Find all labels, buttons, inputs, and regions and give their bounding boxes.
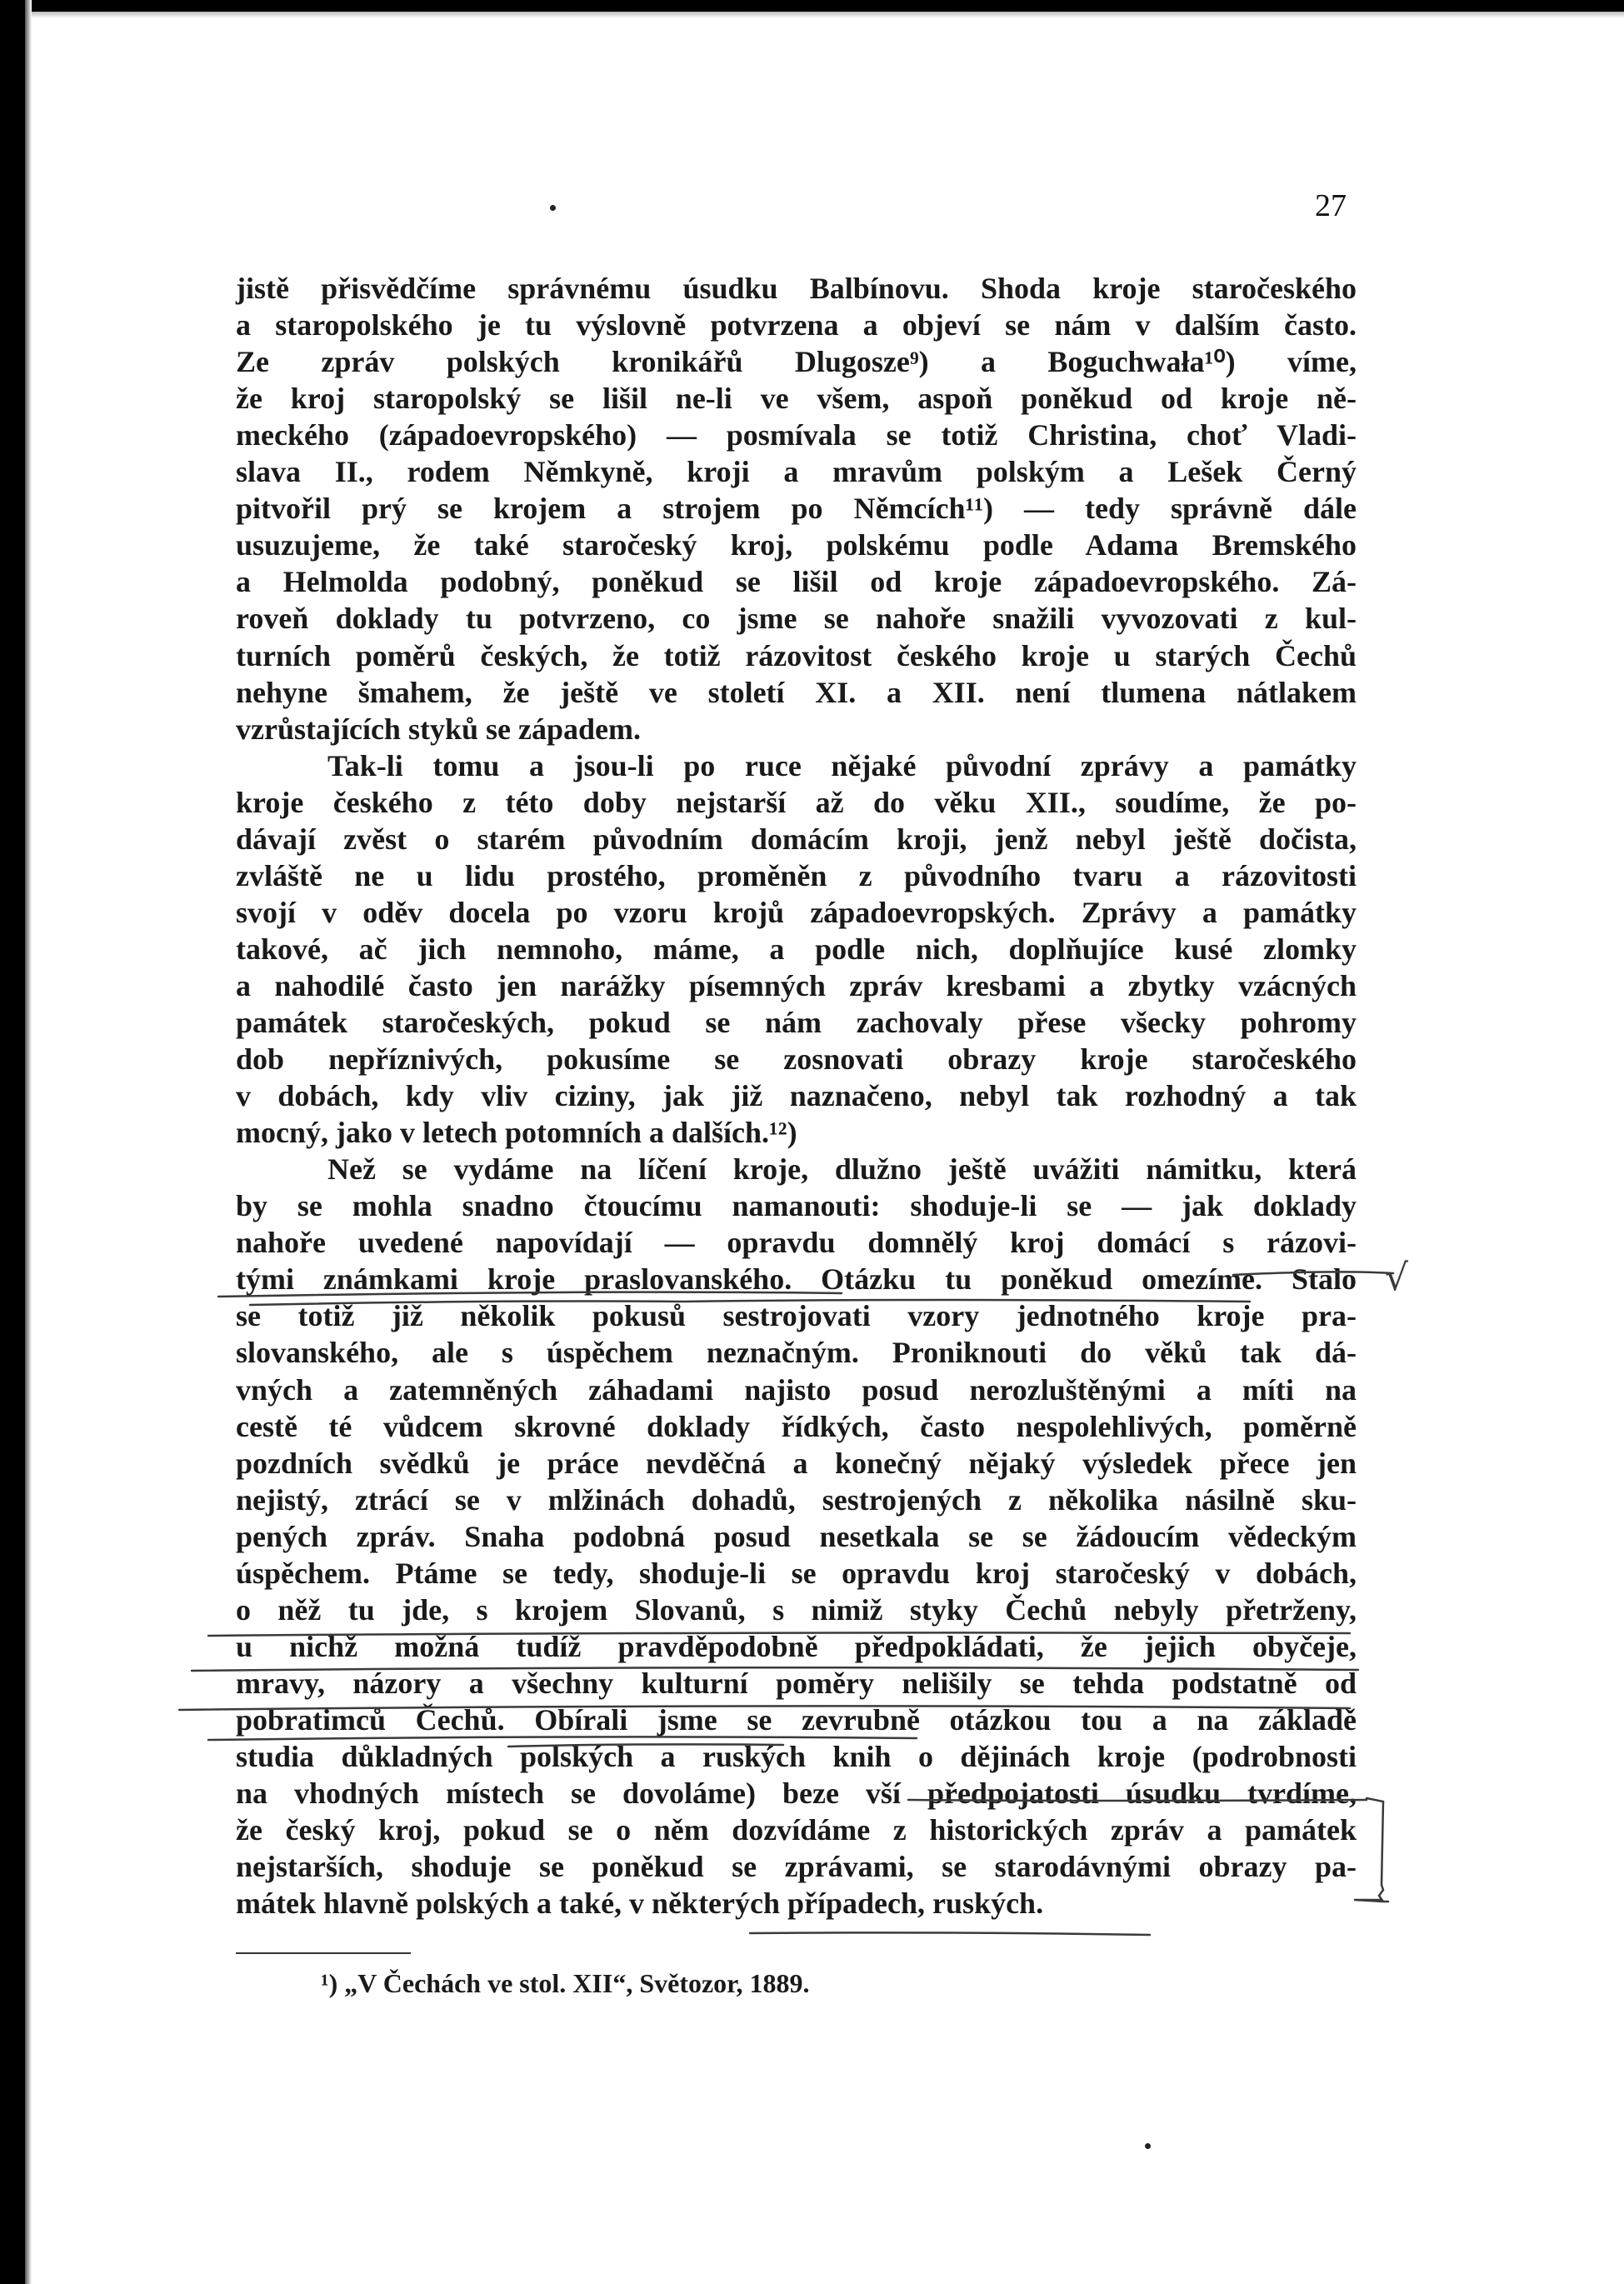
text-line: nehyne šmahem, že ještě ve století XI. a XII. není tlumena nátlakem (236, 675, 1357, 709)
text-line: mocný, jako v letech potomních a dalších.¹²) (236, 1116, 797, 1150)
text-line: Ze zpráv polských kronikářů Dlugosze⁹) a Boguchwała¹⁰) víme, (236, 345, 1357, 379)
text-line: takové, ač jich nemnoho, máme, a podle nich, doplňujíce kusé zlomky (236, 932, 1357, 966)
text-line: slava II., rodem Němkyně, kroji a mravům polským a Lešek Černý (236, 455, 1357, 489)
text-line: nahoře uvedené napovídají — opravdu domnělý kroj domácí s rázovi- (236, 1226, 1357, 1260)
text-line: pobratimců Čechů. Obírali jsme se zevrubně otázkou tou a na základě (236, 1702, 1357, 1737)
scan-border-top (0, 0, 1624, 18)
scan-speck (1145, 2143, 1151, 2149)
text-line: svojí v oděv docela po vzoru krojů západoevropských. Zprávy a památky (236, 895, 1357, 929)
text-line: nejstarších, shoduje se poněkud se zprávami, se starodávnými obrazy pa- (236, 1850, 1357, 1884)
text-line: památek staročeských, pokud se nám zachovaly přese všecky pohromy (236, 1006, 1357, 1039)
text-line: usuzujeme, že také staročeský kroj, polskému podle Adama Bremského (236, 528, 1357, 562)
text-line: jistě přisvědčíme správnému úsudku Balbínovu. Shoda kroje staročeského (236, 272, 1357, 305)
text-line: a nahodilé často jen narážky písemných zpráv kresbami a zbytky vzácných (236, 968, 1357, 1002)
footnote: ¹) „V Čechách ve stol. XII“, Světozor, 1889. (321, 1968, 810, 1998)
text-line: a staropolského je tu výslovně potvrzena a objeví se nám v dalším často. (236, 308, 1357, 342)
margin-checkmark: √ (1385, 1257, 1409, 1299)
text-line: vných a zatemněných záhadami najisto posud nerozluštěnými a míti na (236, 1372, 1357, 1407)
text-line: kroje českého z této doby nejstarší až do věku XII., soudíme, že po- (236, 785, 1357, 819)
text-line: dávají zvěst o starém původním domácím kroji, jenž nebyl ještě dočista, (236, 822, 1357, 856)
text-line: dob nepříznivých, pokusíme se zosnovati obrazy kroje staročeského (236, 1042, 1357, 1077)
text-line: a Helmolda podobný, poněkud se lišil od kroje západoevropského. Zá- (236, 565, 1357, 599)
text-line: roveň doklady tu potvrzeno, co jsme se nahoře snažili vyvozovati z kul- (236, 602, 1357, 636)
text-line: mátek hlavně polských a také, v některých případech, ruských. (236, 1887, 1044, 1921)
text-line: pených zpráv. Snaha podobná posud nesetkala se se žádoucím vědeckým (236, 1519, 1357, 1553)
text-line: se totiž již několik pokusů sestrojovati vzory jednotného kroje pra- (236, 1299, 1357, 1333)
pencil-underline (750, 1932, 1150, 1935)
text-line: Než se vydáme na líčení kroje, dlužno ještě uvážiti námitku, která (327, 1152, 1357, 1187)
text-line: by se mohla snadno čtoucímu namanouti: shoduje-li se — jak doklady (236, 1189, 1357, 1223)
text-line: cestě té vůdcem skrovné doklady řídkých, často nespolehlivých, poměrně (236, 1409, 1357, 1443)
text-line: pozdních svědků je práce nevděčná a konečný nějaký výsledek přece jen (236, 1446, 1357, 1480)
text-line: mravy, názory a všechny kulturní poměry nelišily se tehda podstatně od (236, 1666, 1357, 1700)
text-line: tými známkami kroje praslovanského. Otázku tu poněkud omezíme. Stalo (236, 1262, 1357, 1297)
page-number: 27 (1315, 188, 1347, 223)
scan-border-shadow (25, 0, 32, 2284)
footnote-rule (236, 1952, 411, 1954)
pencil-bracket (1354, 1798, 1388, 1902)
text-line: úspěchem. Ptáme se tedy, shoduje-li se opravdu kroj staročeský v dobách, (236, 1556, 1357, 1590)
text-line: zvláště ne u lidu prostého, proměněn z původního tvaru a rázovitosti (236, 858, 1357, 892)
text-line: Tak-li tomu a jsou-li po ruce nějaké původní zprávy a památky (327, 748, 1357, 782)
text-line: meckého (západoevropského) — posmívala se totiž Christina, choť Vladi- (236, 418, 1357, 452)
text-line: turních poměrů českých, že totiž rázovitost českého kroje u starých Čechů (236, 638, 1357, 672)
scan-border-left (0, 0, 25, 2284)
text-line: o něž tu jde, s krojem Slovanů, s nimiž styky Čechů nebyly přetrženy, (236, 1592, 1357, 1627)
text-line: studia důkladných polských a ruských knih o dějinách kroje (podrobnosti (236, 1740, 1357, 1773)
text-line: pitvořil prý se krojem a strojem po Němcích¹¹) — tedy správně dále (236, 492, 1357, 526)
text-line: nejistý, ztrácí se v mlžinách dohadů, sestrojených z několika násilně sku- (236, 1482, 1357, 1517)
text-line: slovanského, ale s úspěchem neznačným. Proniknouti do věků tak dá- (236, 1336, 1357, 1370)
text-line: že kroj staropolský se lišil ne-li ve všem, aspoň poněkud od kroje ně- (236, 382, 1357, 416)
text-line: u nichž možná tudíž pravděpodobně předpokládati, že jejich obyčeje, (236, 1629, 1357, 1663)
text-line: v dobách, kdy vliv ciziny, jak již naznačeno, nebyl tak rozhodný a tak (236, 1079, 1357, 1113)
text-line: vzrůstajících styků se západem. (236, 712, 641, 746)
scan-speck (550, 205, 556, 211)
text-line: že český kroj, pokud se o něm dozvídáme z historických zpráv a památek (236, 1813, 1357, 1847)
text-line: na vhodných místech se dovoláme) beze vší předpojatosti úsudku tvrdíme, (236, 1777, 1357, 1811)
